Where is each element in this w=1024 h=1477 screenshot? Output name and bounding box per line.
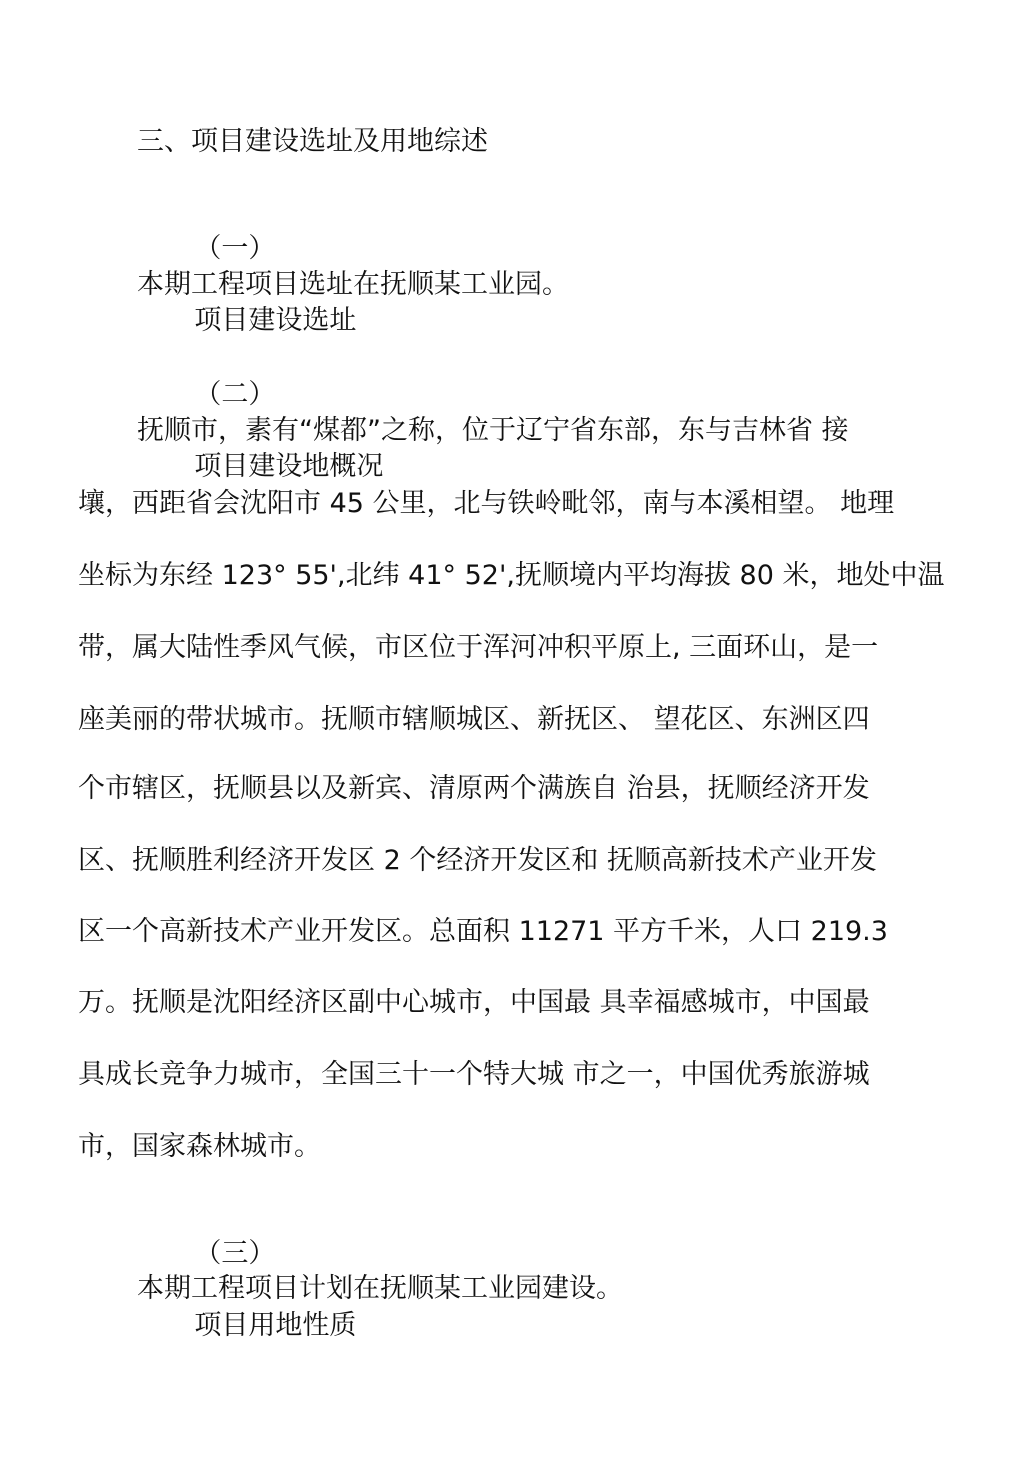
overview-line: 坐标为东经 123° 55',北纬 41° 52',抚顺境内平均海拔 80 米，地处中温 <box>78 560 945 591</box>
overview-line: 具成长竞争力城市，全国三十一个特大城 市之一，中国优秀旅游城 <box>78 1059 870 1090</box>
overview-line: 座美丽的带状城市。抚顺市辖顺城区、新抚区、 望花区、东洲区四 <box>78 704 870 735</box>
subsection-3-title: 项目用地性质 <box>194 1310 357 1341</box>
overview-line: 壤，西距省会沈阳市 45 公里，北与铁岭毗邻，南与本溪相望。 地理 <box>78 488 895 519</box>
paragraph-site: 本期工程项目选址在抚顺某工业园。 <box>137 269 569 300</box>
overview-line: 抚顺市，素有“煤都”之称，位于辽宁省东部，东与吉林省 接 <box>137 415 849 446</box>
overview-line: 个市辖区，抚顺县以及新宾、清原两个满族自 治县，抚顺经济开发 <box>78 773 870 804</box>
overview-line: 区一个高新技术产业开发区。总面积 11271 平方千米，人口 219.3 <box>78 916 888 947</box>
overview-line: 市，国家森林城市。 <box>78 1131 321 1162</box>
subsection-3-label: （三） <box>194 1238 276 1269</box>
subsection-1-title: 项目建设选址 <box>194 305 357 336</box>
overview-line: 万。抚顺是沈阳经济区副中心城市，中国最 具幸福感城市，中国最 <box>78 987 870 1018</box>
overview-line: 带，属大陆性季风气候，市区位于浑河冲积平原上, 三面环山，是一 <box>78 632 879 663</box>
overview-line: 区、抚顺胜利经济开发区 2 个经济开发区和 抚顺高新技术产业开发 <box>78 845 877 876</box>
subsection-2-title: 项目建设地概况 <box>194 451 384 482</box>
section-heading: 三、项目建设选址及用地综述 <box>137 126 488 157</box>
paragraph-land-use: 本期工程项目计划在抚顺某工业园建设。 <box>137 1273 623 1304</box>
subsection-2-label: （二） <box>194 379 276 410</box>
subsection-1-label: （一） <box>194 233 276 264</box>
